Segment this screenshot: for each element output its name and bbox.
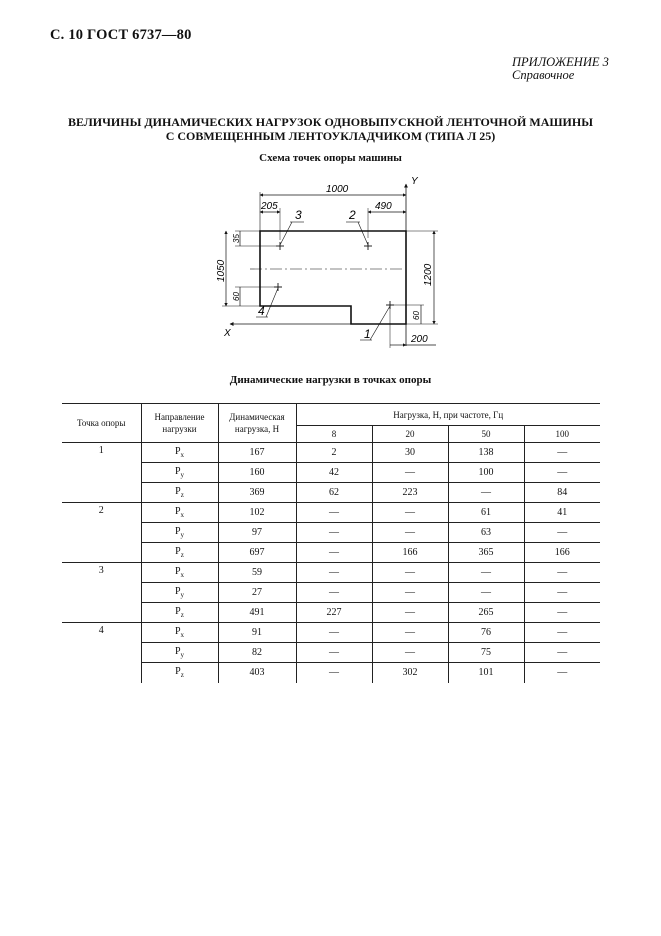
freq20-cell: 223 [372, 483, 448, 503]
freq20-cell: 30 [372, 443, 448, 463]
direction-cell: $P_z$ [141, 663, 218, 683]
table-caption: Динамические нагрузки в точках опоры [229, 374, 432, 386]
freq20-cell: — [372, 523, 448, 543]
freq8-cell: — [296, 503, 372, 523]
y-axis-label: Y [411, 176, 418, 187]
freq8-cell: 2 [296, 443, 372, 463]
support-point-2-marker [364, 242, 372, 250]
dim-200: 200 [411, 334, 428, 345]
freq8-cell: 227 [296, 603, 372, 623]
freq100-cell: — [524, 443, 600, 463]
table-row [62, 663, 600, 683]
dim-35: 35 [232, 234, 241, 243]
freq50-cell: 265 [448, 603, 524, 623]
freq100-cell: 166 [524, 543, 600, 563]
direction-cell: $P_x$ [141, 563, 218, 583]
freq50-cell: — [448, 583, 524, 603]
freq100-cell: — [524, 563, 600, 583]
freq100-cell: — [524, 623, 600, 643]
freq50-cell: 63 [448, 523, 524, 543]
direction-cell: $P_z$ [141, 543, 218, 563]
freq100-cell: 84 [524, 483, 600, 503]
freq8-cell: — [296, 543, 372, 563]
support-point-1-marker [386, 301, 394, 309]
direction-cell: $P_z$ [141, 603, 218, 623]
machine-outline [260, 231, 406, 324]
table-row [62, 443, 600, 463]
load-cell: 97 [218, 523, 296, 543]
point-label-3: 3 [295, 208, 302, 222]
freq50-cell: 138 [448, 443, 524, 463]
dim-205: 205 [261, 201, 278, 212]
point-cell: 2 [62, 503, 141, 563]
direction-cell: $P_y$ [141, 463, 218, 483]
freq20-cell: — [372, 463, 448, 483]
point-cell: 1 [62, 443, 141, 503]
table-row [62, 603, 600, 623]
load-cell: 369 [218, 483, 296, 503]
table-row [62, 643, 600, 663]
direction-cell: $P_x$ [141, 443, 218, 463]
header-point: Точка опоры [62, 404, 141, 443]
appendix-label [512, 56, 609, 82]
freq20-cell: 166 [372, 543, 448, 563]
direction-cell: $P_x$ [141, 623, 218, 643]
load-cell: 403 [218, 663, 296, 683]
header-direction: Направление нагрузки [141, 404, 218, 443]
direction-cell: $P_y$ [141, 583, 218, 603]
load-cell: 27 [218, 583, 296, 603]
load-cell: 167 [218, 443, 296, 463]
freq8-cell: — [296, 623, 372, 643]
load-cell: 491 [218, 603, 296, 623]
dim-490: 490 [375, 201, 392, 212]
freq8-cell: — [296, 663, 372, 683]
header-dynamic-load: Динамическая нагрузка, Н [218, 404, 296, 443]
table-row [62, 543, 600, 563]
freq20-cell: — [372, 583, 448, 603]
header-freq-50: 50 [448, 426, 524, 443]
header-frequency-group: Нагрузка, Н, при частоте, Гц [296, 404, 600, 426]
freq50-cell: 100 [448, 463, 524, 483]
freq8-cell: 42 [296, 463, 372, 483]
dim-1050: 1050 [216, 259, 227, 282]
title-line-2: С СОВМЕЩЕННЫМ ЛЕНТОУКЛАДЧИКОМ (ТИПА Л 25) [165, 129, 496, 143]
header-freq-8: 8 [296, 426, 372, 443]
load-cell: 160 [218, 463, 296, 483]
dim-60-left: 60 [232, 292, 241, 301]
table-row [62, 583, 600, 603]
freq50-cell: 75 [448, 643, 524, 663]
x-axis-label: X [224, 328, 231, 339]
support-point-4-marker [274, 283, 282, 291]
point-label-1: 1 [364, 327, 371, 341]
freq50-cell: 365 [448, 543, 524, 563]
freq50-cell: — [448, 483, 524, 503]
dim-1000: 1000 [326, 184, 349, 195]
table-row [62, 623, 600, 643]
dynamic-loads-table [62, 403, 600, 683]
freq100-cell: — [524, 663, 600, 683]
freq50-cell: 61 [448, 503, 524, 523]
direction-cell: $P_y$ [141, 643, 218, 663]
freq20-cell: — [372, 603, 448, 623]
point-label-2: 2 [349, 208, 356, 222]
appendix-number: ПРИЛОЖЕНИЕ 3 [512, 55, 609, 69]
freq8-cell: — [296, 563, 372, 583]
freq100-cell: — [524, 463, 600, 483]
load-cell: 91 [218, 623, 296, 643]
load-cell: 102 [218, 503, 296, 523]
point-label-4: 4 [258, 304, 265, 318]
point-cell: 3 [62, 563, 141, 623]
table-row [62, 483, 600, 503]
support-point-3-marker [276, 242, 284, 250]
freq8-cell: 62 [296, 483, 372, 503]
load-cell: 82 [218, 643, 296, 663]
freq20-cell: — [372, 623, 448, 643]
freq50-cell: 76 [448, 623, 524, 643]
point-cell: 4 [98, 625, 104, 636]
document-title [40, 115, 621, 143]
table-row [62, 563, 600, 583]
appendix-type: Справочное [512, 68, 575, 82]
support-points-scheme [210, 170, 450, 355]
title-line-1: ВЕЛИЧИНЫ ДИНАМИЧЕСКИХ НАГРУЗОК ОДНОВЫПУСКНОЙ ЛЕНТОЧНОЙ МАШИНЫ [67, 115, 594, 129]
header-freq-20: 20 [372, 426, 448, 443]
freq8-cell: — [296, 523, 372, 543]
freq100-cell: — [524, 523, 600, 543]
direction-cell: $P_x$ [141, 503, 218, 523]
freq20-cell: — [372, 503, 448, 523]
table-row [62, 463, 600, 483]
freq100-cell: — [524, 603, 600, 623]
dim-60-right: 60 [412, 311, 421, 320]
table-row [62, 523, 600, 543]
freq8-cell: — [296, 643, 372, 663]
freq100-cell: — [524, 583, 600, 603]
load-cell: 697 [218, 543, 296, 563]
page-reference: С. 10 ГОСТ 6737—80 [50, 27, 192, 43]
load-cell: 59 [218, 563, 296, 583]
table-row [62, 503, 600, 523]
freq20-cell: 302 [372, 663, 448, 683]
freq100-cell: 41 [524, 503, 600, 523]
freq20-cell: — [372, 643, 448, 663]
freq50-cell: — [448, 563, 524, 583]
freq50-cell: 101 [448, 663, 524, 683]
direction-cell: $P_z$ [141, 483, 218, 503]
dim-1200: 1200 [423, 263, 434, 286]
scheme-caption: Схема точек опоры машины [259, 152, 402, 164]
freq8-cell: — [296, 583, 372, 603]
direction-cell: $P_y$ [141, 523, 218, 543]
freq20-cell: — [372, 563, 448, 583]
freq100-cell: — [524, 643, 600, 663]
header-freq-100: 100 [524, 426, 600, 443]
